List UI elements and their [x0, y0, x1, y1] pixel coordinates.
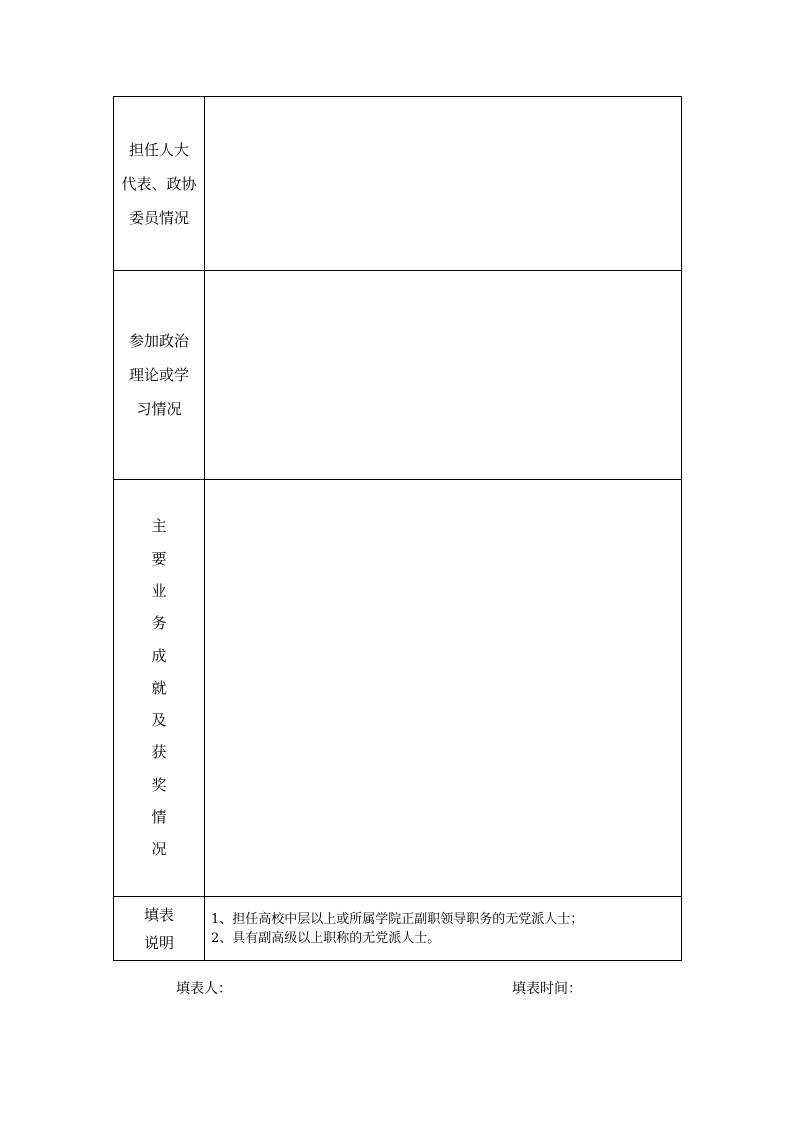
label-char: 情	[151, 808, 167, 827]
label-line: 说明	[143, 933, 174, 952]
label-line: 担任人大	[128, 140, 189, 159]
row-achievements	[114, 480, 682, 897]
field-study[interactable]	[205, 271, 682, 480]
label-notes	[114, 897, 205, 961]
fill-time-label: 填表时间：	[512, 981, 582, 997]
row-npc-cppcc	[114, 97, 682, 271]
field-achievements[interactable]	[205, 480, 682, 897]
note-line: 2、具有副高级以上职称的无党派人士。	[211, 930, 441, 946]
row-study	[114, 271, 682, 480]
registration-form-table	[113, 96, 682, 961]
label-char: 况	[151, 840, 167, 859]
label-char: 务	[151, 614, 167, 633]
label-char: 及	[151, 711, 167, 730]
label-char: 业	[151, 581, 167, 600]
filler-label: 填表人：	[176, 981, 232, 997]
label-line: 代表、政协	[121, 174, 197, 193]
label-char: 成	[151, 646, 167, 665]
label-line: 理论或学	[128, 366, 189, 384]
row-notes	[114, 897, 682, 961]
label-char: 主	[151, 517, 167, 536]
note-line: 1、担任高校中层以上或所属学院正副职领导职务的无党派人士；	[211, 911, 584, 927]
label-char: 获	[151, 743, 167, 762]
label-achievements	[114, 480, 205, 897]
label-char: 要	[151, 549, 167, 568]
label-line: 委员情况	[128, 208, 189, 227]
field-npc-cppcc[interactable]	[205, 97, 682, 271]
label-char: 奖	[151, 775, 167, 794]
label-npc-cppcc	[114, 97, 205, 271]
label-char: 就	[151, 678, 167, 697]
label-line: 参加政治	[128, 332, 189, 350]
label-line: 习情况	[136, 400, 182, 418]
label-line: 填表	[143, 905, 174, 924]
label-study	[114, 271, 205, 480]
notes-content	[205, 897, 682, 961]
